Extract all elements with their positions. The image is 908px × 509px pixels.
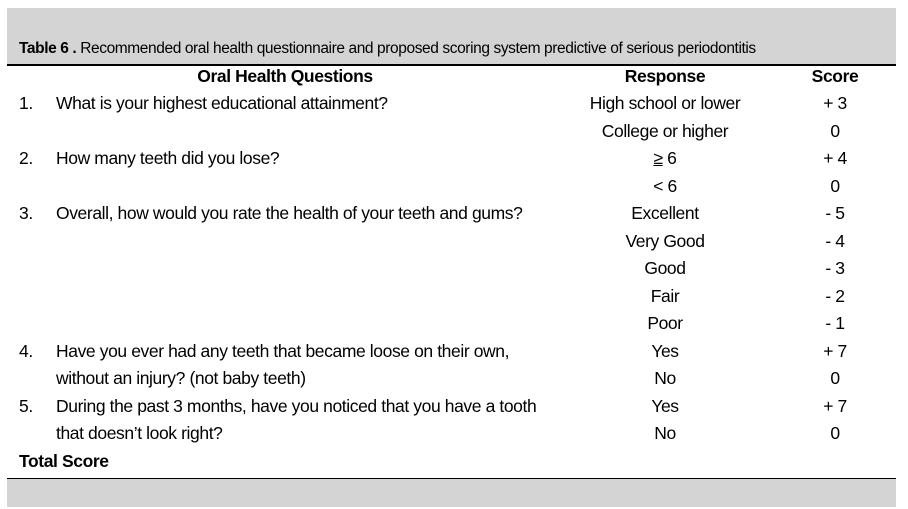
question-number: 3. xyxy=(19,203,33,223)
response-option: Yes xyxy=(651,341,679,361)
question-number: 1. xyxy=(19,93,33,113)
total-row xyxy=(0,451,908,478)
question-text: What is your highest educational attainment? xyxy=(56,93,388,113)
score-value: - 1 xyxy=(825,313,845,333)
table-row xyxy=(0,313,908,340)
table-row xyxy=(0,286,908,313)
table-row xyxy=(0,176,908,203)
table-row xyxy=(0,258,908,285)
question-text: During the past 3 months, have you noticed that you have a tooth xyxy=(56,396,537,416)
response-option xyxy=(560,148,770,169)
question-text: that doesn’t look right? xyxy=(56,423,223,443)
header-question: Oral Health Questions xyxy=(197,66,373,86)
footer-band xyxy=(7,479,896,507)
response-option: Poor xyxy=(647,313,683,333)
response-option: No xyxy=(654,368,676,388)
score-value: 0 xyxy=(830,423,840,443)
greater-equal-symbol: ≥ xyxy=(653,148,663,168)
response-option: College or higher xyxy=(601,121,729,141)
question-number: 5. xyxy=(19,396,33,416)
response-option: < 6 xyxy=(653,176,677,196)
question-text: without an injury? (not baby teeth) xyxy=(56,368,306,388)
score-value: + 4 xyxy=(823,148,847,168)
question-text: Have you ever had any teeth that became loose on their own, xyxy=(56,341,510,361)
table-row xyxy=(0,93,908,120)
table-row xyxy=(0,341,908,368)
table-label: Table 6 . xyxy=(19,40,77,57)
score-value: 0 xyxy=(830,368,840,388)
score-value: + 7 xyxy=(823,396,847,416)
score-value: + 3 xyxy=(823,93,847,113)
response-option: Good xyxy=(644,258,686,278)
response-value: 6 xyxy=(662,148,677,168)
table-caption xyxy=(19,40,756,58)
table-row xyxy=(0,121,908,148)
question-number: 4. xyxy=(19,341,33,361)
score-value: + 7 xyxy=(823,341,847,361)
header-response: Response xyxy=(624,66,706,86)
table-row xyxy=(0,231,908,258)
response-option: Excellent xyxy=(631,203,699,223)
table-row xyxy=(0,423,908,450)
total-score-label: Total Score xyxy=(19,451,109,471)
score-value: 0 xyxy=(830,121,840,141)
table-row xyxy=(0,203,908,230)
score-value: - 5 xyxy=(825,203,845,223)
response-option: Very Good xyxy=(625,231,705,251)
score-value: - 4 xyxy=(825,231,845,251)
score-value: 0 xyxy=(830,176,840,196)
score-value: - 2 xyxy=(825,286,845,306)
score-value: - 3 xyxy=(825,258,845,278)
question-text: How many teeth did you lose? xyxy=(56,148,280,168)
table-row xyxy=(0,396,908,423)
response-option: High school or lower xyxy=(589,93,741,113)
header-score: Score xyxy=(811,66,859,86)
response-option: Fair xyxy=(650,286,680,306)
response-option: No xyxy=(654,423,676,443)
table-row xyxy=(0,368,908,395)
table-caption-text: Recommended oral health questionnaire and proposed scoring system predictive of serious periodontitis xyxy=(80,40,756,57)
header-row xyxy=(0,66,908,93)
response-option: Yes xyxy=(651,396,679,416)
question-number: 2. xyxy=(19,148,33,168)
table-row xyxy=(0,148,908,175)
question-text: Overall, how would you rate the health of your teeth and gums? xyxy=(56,203,523,223)
caption-band xyxy=(7,8,896,64)
